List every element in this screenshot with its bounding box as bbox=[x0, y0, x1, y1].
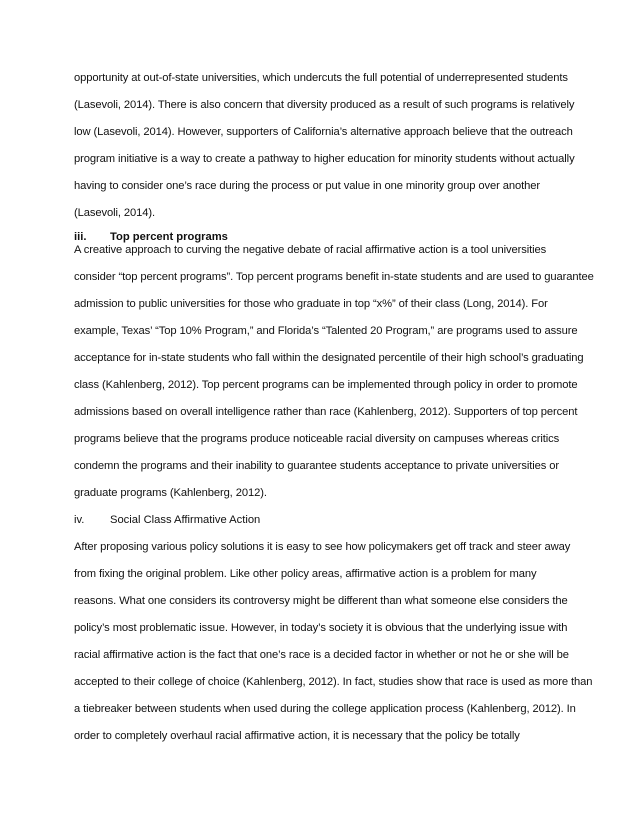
text-line: programs believe that the programs produce noticeable racial diversity on campuses whereas critics bbox=[74, 433, 560, 445]
text-line: (Lasevoli, 2014). There is also concern that diversity produced as a result of such programs is relatively bbox=[74, 99, 575, 111]
text-line: having to consider one’s race during the process or put value in one minority group over another bbox=[74, 180, 540, 192]
text-line: acceptance for in-state students who fall within the designated percentile of their high school’s graduating bbox=[74, 352, 584, 364]
text-line: opportunity at out-of-state universities, which undercuts the full potential of underrepresented students bbox=[74, 72, 568, 84]
text-line: class (Kahlenberg, 2012). Top percent programs can be implemented through policy in order to promote bbox=[74, 379, 578, 391]
text-line: reasons. What one considers its controversy might be different than what someone else considers the bbox=[74, 595, 568, 607]
text-line: program initiative is a way to create a pathway to higher education for minority students without actually bbox=[74, 153, 575, 165]
section-title: Top percent programs bbox=[110, 231, 228, 243]
text-line: admissions based on overall intelligence rather than race (Kahlenberg, 2012). Supporters of top percent bbox=[74, 406, 578, 418]
text-line: from fixing the original problem. Like other policy areas, affirmative action is a problem for many bbox=[74, 568, 537, 580]
text-line: After proposing various policy solutions it is easy to see how policymakers get off track and steer away bbox=[74, 541, 571, 553]
text-line: (Lasevoli, 2014). bbox=[74, 207, 156, 219]
text-line: admission to public universities for those who graduate in top “x%” of their class (Long, 2014). For bbox=[74, 298, 548, 310]
text-line: consider “top percent programs”. Top percent programs benefit in-state students and are used to guarantee bbox=[74, 271, 594, 283]
section-numeral: iii. bbox=[74, 231, 87, 243]
text-line: graduate programs (Kahlenberg, 2012). bbox=[74, 487, 267, 499]
text-line: racial affirmative action is the fact that one’s race is a decided factor in whether or not he or she will be bbox=[74, 649, 569, 661]
text-line: policy’s most problematic issue. However, in today’s society it is obvious that the underlying issue with bbox=[74, 622, 568, 634]
text-line: example, Texas’ “Top 10% Program,” and Florida’s “Talented 20 Program,” are programs used to assure bbox=[74, 325, 578, 337]
text-line: condemn the programs and their inability to guarantee students acceptance to private universities or bbox=[74, 460, 560, 472]
text-line: order to completely overhaul racial affirmative action, it is necessary that the policy be totally bbox=[74, 730, 520, 742]
text-line: a tiebreaker between students when used during the college application process (Kahlenberg, 2012). In bbox=[74, 703, 576, 715]
section-title: Social Class Affirmative Action bbox=[110, 514, 261, 526]
text-line: A creative approach to curving the negative debate of racial affirmative action is a tool universities bbox=[74, 244, 547, 256]
text-line: accepted to their college of choice (Kahlenberg, 2012). In fact, studies show that race is used as more than bbox=[74, 676, 593, 688]
text-line: low (Lasevoli, 2014). However, supporters of California’s alternative approach believe that the outreach bbox=[74, 126, 573, 138]
section-numeral: iv. bbox=[74, 514, 85, 526]
